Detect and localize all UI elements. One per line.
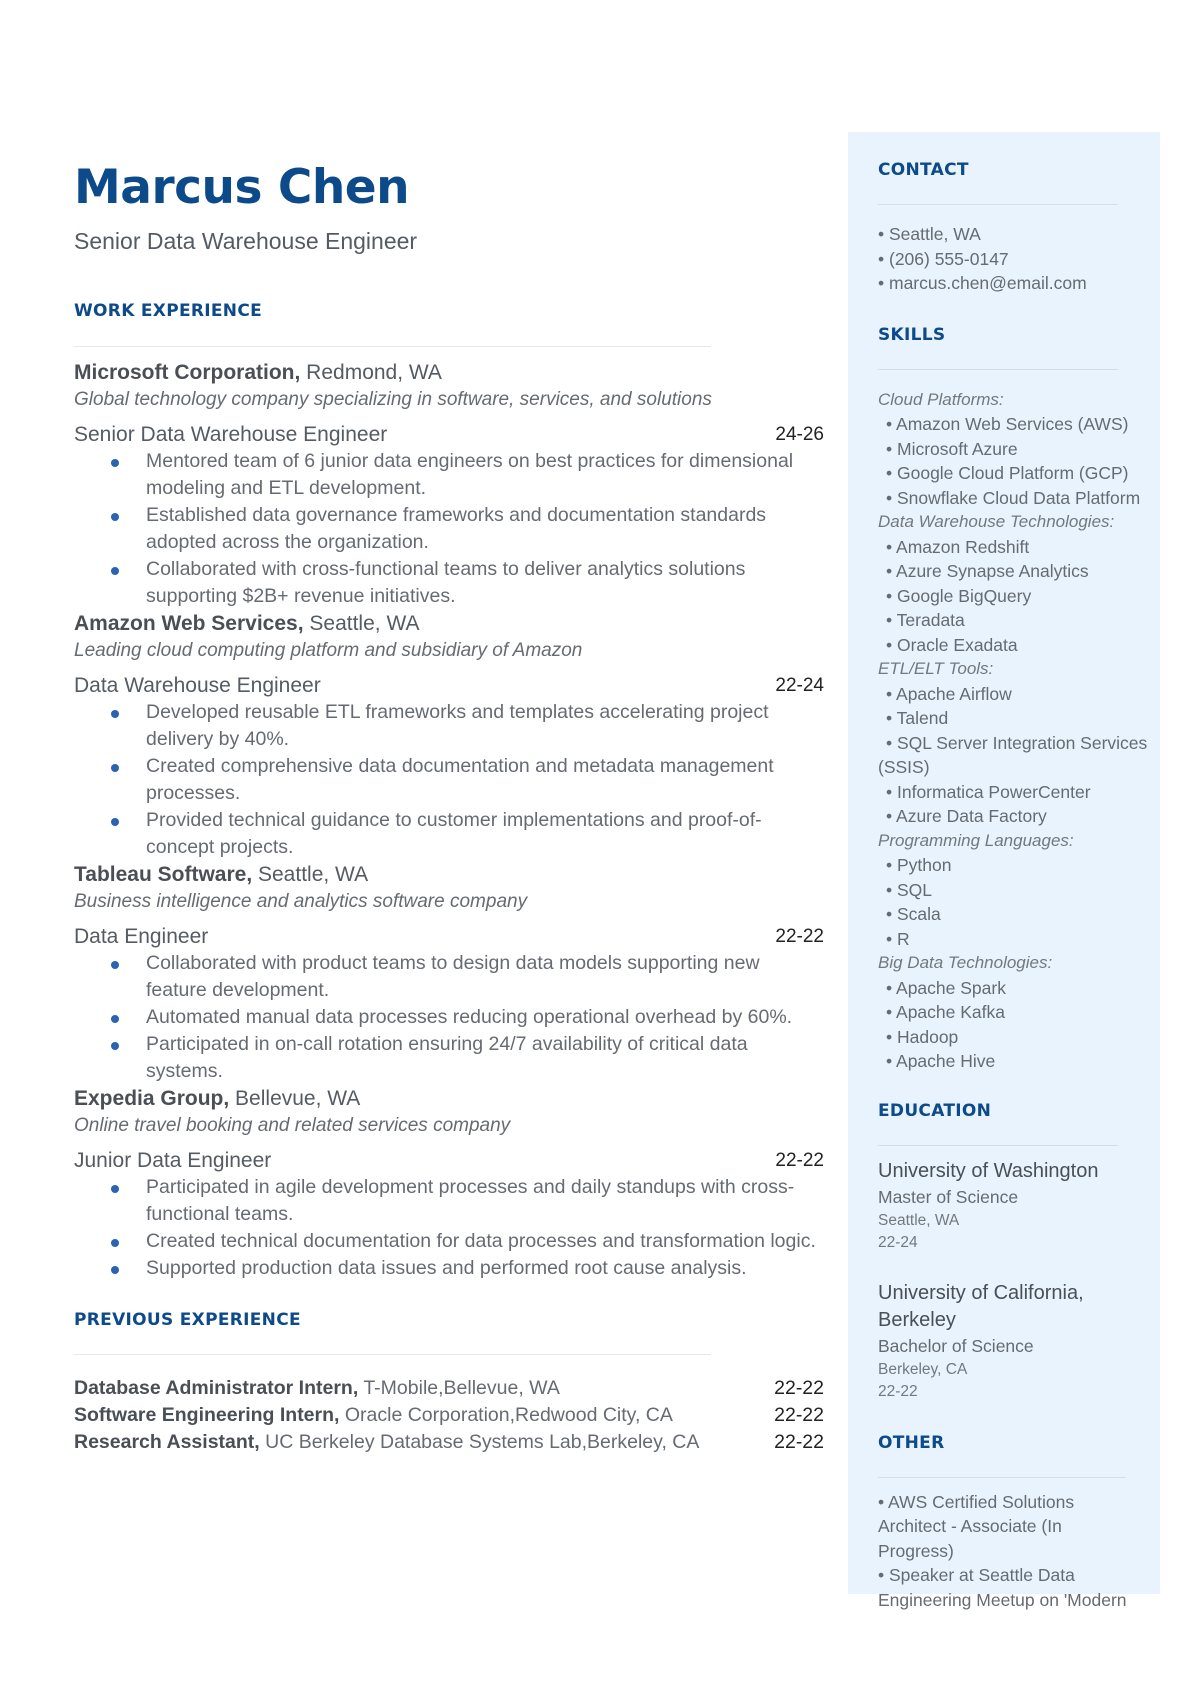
other-list bbox=[878, 1490, 1128, 1613]
bullet-icon bbox=[111, 1185, 119, 1193]
bullet-icon bbox=[111, 818, 119, 826]
bullet-icon bbox=[111, 459, 119, 467]
list-item: Created comprehensive data documentation and metadata management processes. bbox=[74, 753, 824, 807]
contact-phone: • (206) 555-0147 bbox=[878, 248, 1009, 269]
degree: Bachelor of Science bbox=[878, 1335, 1034, 1356]
skills-list bbox=[878, 388, 1178, 1074]
bullet-icon bbox=[111, 764, 119, 772]
bullet-icon bbox=[111, 567, 119, 575]
skill-item: • Informatica PowerCenter bbox=[886, 781, 1091, 802]
list-item: Developed reusable ETL frameworks and templates accelerating project delivery by 40%. bbox=[74, 699, 824, 753]
list-item: Supported production data issues and performed root cause analysis. bbox=[74, 1255, 824, 1282]
skill-item: • Microsoft Azure bbox=[886, 438, 1018, 459]
company-name: Expedia Group, bbox=[74, 1087, 230, 1110]
school-location: Berkeley, CA bbox=[878, 1360, 968, 1378]
contact-location: • Seattle, WA bbox=[878, 224, 981, 244]
skill-category: Programming Languages: bbox=[878, 830, 1074, 850]
skill-category: Cloud Platforms: bbox=[878, 389, 1004, 409]
skill-item: • R bbox=[886, 928, 910, 949]
list-item: Participated in agile development processes and daily standups with cross-functional teams. bbox=[74, 1174, 824, 1228]
skill-item: • Google BigQuery bbox=[886, 585, 1032, 606]
company-name: Tableau Software, bbox=[74, 863, 253, 886]
education-date: 22-24 bbox=[878, 1233, 918, 1251]
company-location: Seattle, WA bbox=[309, 612, 420, 635]
company-line bbox=[74, 861, 824, 888]
skill-item: • Apache Spark bbox=[886, 977, 1006, 998]
previous-role: Database Administrator Intern, bbox=[74, 1377, 359, 1399]
skill-item: • SQL Server Integration Services (SSIS) bbox=[878, 732, 1148, 777]
skill-item: • Teradata bbox=[886, 610, 965, 630]
sidebar bbox=[878, 160, 1178, 1612]
role-line bbox=[74, 1147, 824, 1174]
previous-experience-list bbox=[74, 1375, 824, 1456]
job-entry bbox=[74, 359, 824, 610]
skill-item: • Python bbox=[886, 855, 952, 875]
bullet-icon bbox=[111, 1042, 119, 1050]
list-item: Collaborated with product teams to design data models supporting new feature development. bbox=[74, 950, 824, 1004]
contact-email: • marcus.chen@email.com bbox=[878, 273, 1087, 293]
skill-item: • Azure Data Factory bbox=[886, 806, 1047, 826]
skill-item: • Google Cloud Platform (GCP) bbox=[886, 463, 1129, 483]
role-date: 24-26 bbox=[775, 424, 824, 445]
role-line bbox=[74, 923, 824, 950]
previous-role: Research Assistant, bbox=[74, 1431, 260, 1453]
contact-heading: CONTACT bbox=[878, 160, 969, 180]
company-description: Business intelligence and analytics software company bbox=[74, 891, 528, 912]
skill-item: • Amazon Redshift bbox=[886, 536, 1030, 557]
company-description: Leading cloud computing platform and subsidiary of Amazon bbox=[74, 640, 583, 661]
divider bbox=[74, 1354, 711, 1355]
company-description: Global technology company specializing in software, services, and solutions bbox=[74, 389, 712, 410]
divider bbox=[878, 369, 1118, 370]
job-title: Senior Data Warehouse Engineer bbox=[74, 228, 418, 254]
skill-item: • Apache Kafka bbox=[886, 1002, 1005, 1022]
role-title: Junior Data Engineer bbox=[74, 1149, 272, 1172]
company-description: Online travel booking and related services company bbox=[74, 1115, 511, 1136]
list-item: Established data governance frameworks and documentation standards adopted across the organization. bbox=[74, 502, 824, 556]
divider bbox=[878, 1477, 1126, 1478]
company-line bbox=[74, 359, 824, 386]
company-line bbox=[74, 1085, 824, 1112]
company-location: Bellevue, WA bbox=[235, 1087, 361, 1110]
list-item: Mentored team of 6 junior data engineers on best practices for dimensional modeling and ETL development. bbox=[74, 448, 824, 502]
previous-org: UC Berkeley Database Systems Lab,Berkeley, CA bbox=[265, 1431, 700, 1453]
bullet-icon bbox=[111, 1239, 119, 1247]
company-name: Microsoft Corporation, bbox=[74, 361, 301, 384]
bullet-list bbox=[74, 1174, 824, 1282]
role-line bbox=[74, 421, 824, 448]
bullet-icon bbox=[111, 1015, 119, 1023]
company-location: Seattle, WA bbox=[258, 863, 369, 886]
bullet-list bbox=[74, 950, 824, 1085]
skill-category: ETL/ELT Tools: bbox=[878, 659, 994, 678]
other-heading: OTHER bbox=[878, 1432, 945, 1453]
bullet-list bbox=[74, 448, 824, 610]
skills-heading: SKILLS bbox=[878, 324, 946, 345]
divider bbox=[878, 1145, 1118, 1146]
skill-item: • Apache Airflow bbox=[886, 683, 1012, 704]
list-item: Automated manual data processes reducing operational overhead by 60%. bbox=[74, 1004, 824, 1031]
previous-date: 22-22 bbox=[774, 1431, 824, 1453]
skill-item: • Apache Hive bbox=[886, 1051, 996, 1071]
role-line bbox=[74, 672, 824, 699]
divider bbox=[878, 204, 1118, 205]
role-title: Data Engineer bbox=[74, 925, 209, 948]
role-title: Data Warehouse Engineer bbox=[74, 674, 321, 697]
role-date: 22-22 bbox=[775, 926, 824, 947]
work-experience-heading: WORK EXPERIENCE bbox=[74, 301, 263, 321]
job-entry bbox=[74, 610, 824, 861]
company-location: Redmond, WA bbox=[306, 361, 442, 384]
list-item: Created technical documentation for data processes and transformation logic. bbox=[74, 1228, 824, 1255]
main-column bbox=[74, 160, 824, 1456]
education-entry bbox=[878, 1280, 1178, 1403]
job-entry bbox=[74, 1085, 824, 1282]
role-date: 22-22 bbox=[775, 1150, 824, 1171]
previous-role: Software Engineering Intern, bbox=[74, 1404, 340, 1426]
bullet-list bbox=[74, 699, 824, 861]
skill-item: • SQL bbox=[886, 879, 933, 900]
skill-item: • Snowflake Cloud Data Platform bbox=[886, 487, 1141, 508]
previous-org: T-Mobile,Bellevue, WA bbox=[363, 1377, 560, 1399]
school-name: University of Washington bbox=[878, 1159, 1099, 1182]
skill-item: • Oracle Exadata bbox=[886, 634, 1018, 655]
previous-row bbox=[74, 1375, 824, 1402]
company-name: Amazon Web Services, bbox=[74, 612, 304, 635]
previous-experience-heading: PREVIOUS EXPERIENCE bbox=[74, 1310, 301, 1330]
job-entry bbox=[74, 861, 824, 1085]
skill-category: Data Warehouse Technologies: bbox=[878, 512, 1115, 531]
education-date: 22-22 bbox=[878, 1382, 918, 1400]
list-item: Collaborated with cross-functional teams to deliver analytics solutions supporting $2B+ revenue initiatives. bbox=[74, 556, 824, 610]
education-heading: EDUCATION bbox=[878, 1100, 992, 1121]
skill-category: Big Data Technologies: bbox=[878, 953, 1053, 972]
bullet-icon bbox=[111, 513, 119, 521]
list-item: Participated in on-call rotation ensuring 24/7 availability of critical data systems. bbox=[74, 1031, 824, 1085]
divider bbox=[74, 346, 711, 347]
skill-item: • Scala bbox=[886, 904, 941, 924]
skill-item: • Talend bbox=[886, 708, 949, 728]
previous-row bbox=[74, 1429, 824, 1456]
degree: Master of Science bbox=[878, 1186, 1019, 1207]
role-title: Senior Data Warehouse Engineer bbox=[74, 423, 388, 446]
other-item: • AWS Certified Solutions Architect - Associate (In Progress) bbox=[878, 1491, 1075, 1561]
role-date: 22-24 bbox=[775, 675, 824, 696]
previous-date: 22-22 bbox=[774, 1404, 824, 1426]
previous-org: Oracle Corporation,Redwood City, CA bbox=[344, 1404, 673, 1426]
skill-item: • Hadoop bbox=[886, 1026, 959, 1047]
bullet-icon bbox=[111, 710, 119, 718]
school-location: Seattle, WA bbox=[878, 1211, 960, 1229]
skill-item: • Amazon Web Services (AWS) bbox=[886, 414, 1129, 434]
bullet-icon bbox=[111, 1266, 119, 1274]
company-line bbox=[74, 610, 824, 637]
other-item: • Speaker at Seattle Data Engineering Meetup on 'Modern bbox=[878, 1565, 1127, 1610]
candidate-name: Marcus Chen bbox=[74, 160, 410, 215]
bullet-icon bbox=[111, 961, 119, 969]
education-entry bbox=[878, 1158, 1178, 1254]
contact-list bbox=[878, 222, 1178, 296]
previous-date: 22-22 bbox=[774, 1377, 824, 1399]
list-item: Provided technical guidance to customer implementations and proof-of-concept projects. bbox=[74, 807, 824, 861]
school-name: University of California, Berkeley bbox=[878, 1281, 1084, 1331]
previous-row bbox=[74, 1402, 824, 1429]
skill-item: • Azure Synapse Analytics bbox=[886, 561, 1089, 581]
